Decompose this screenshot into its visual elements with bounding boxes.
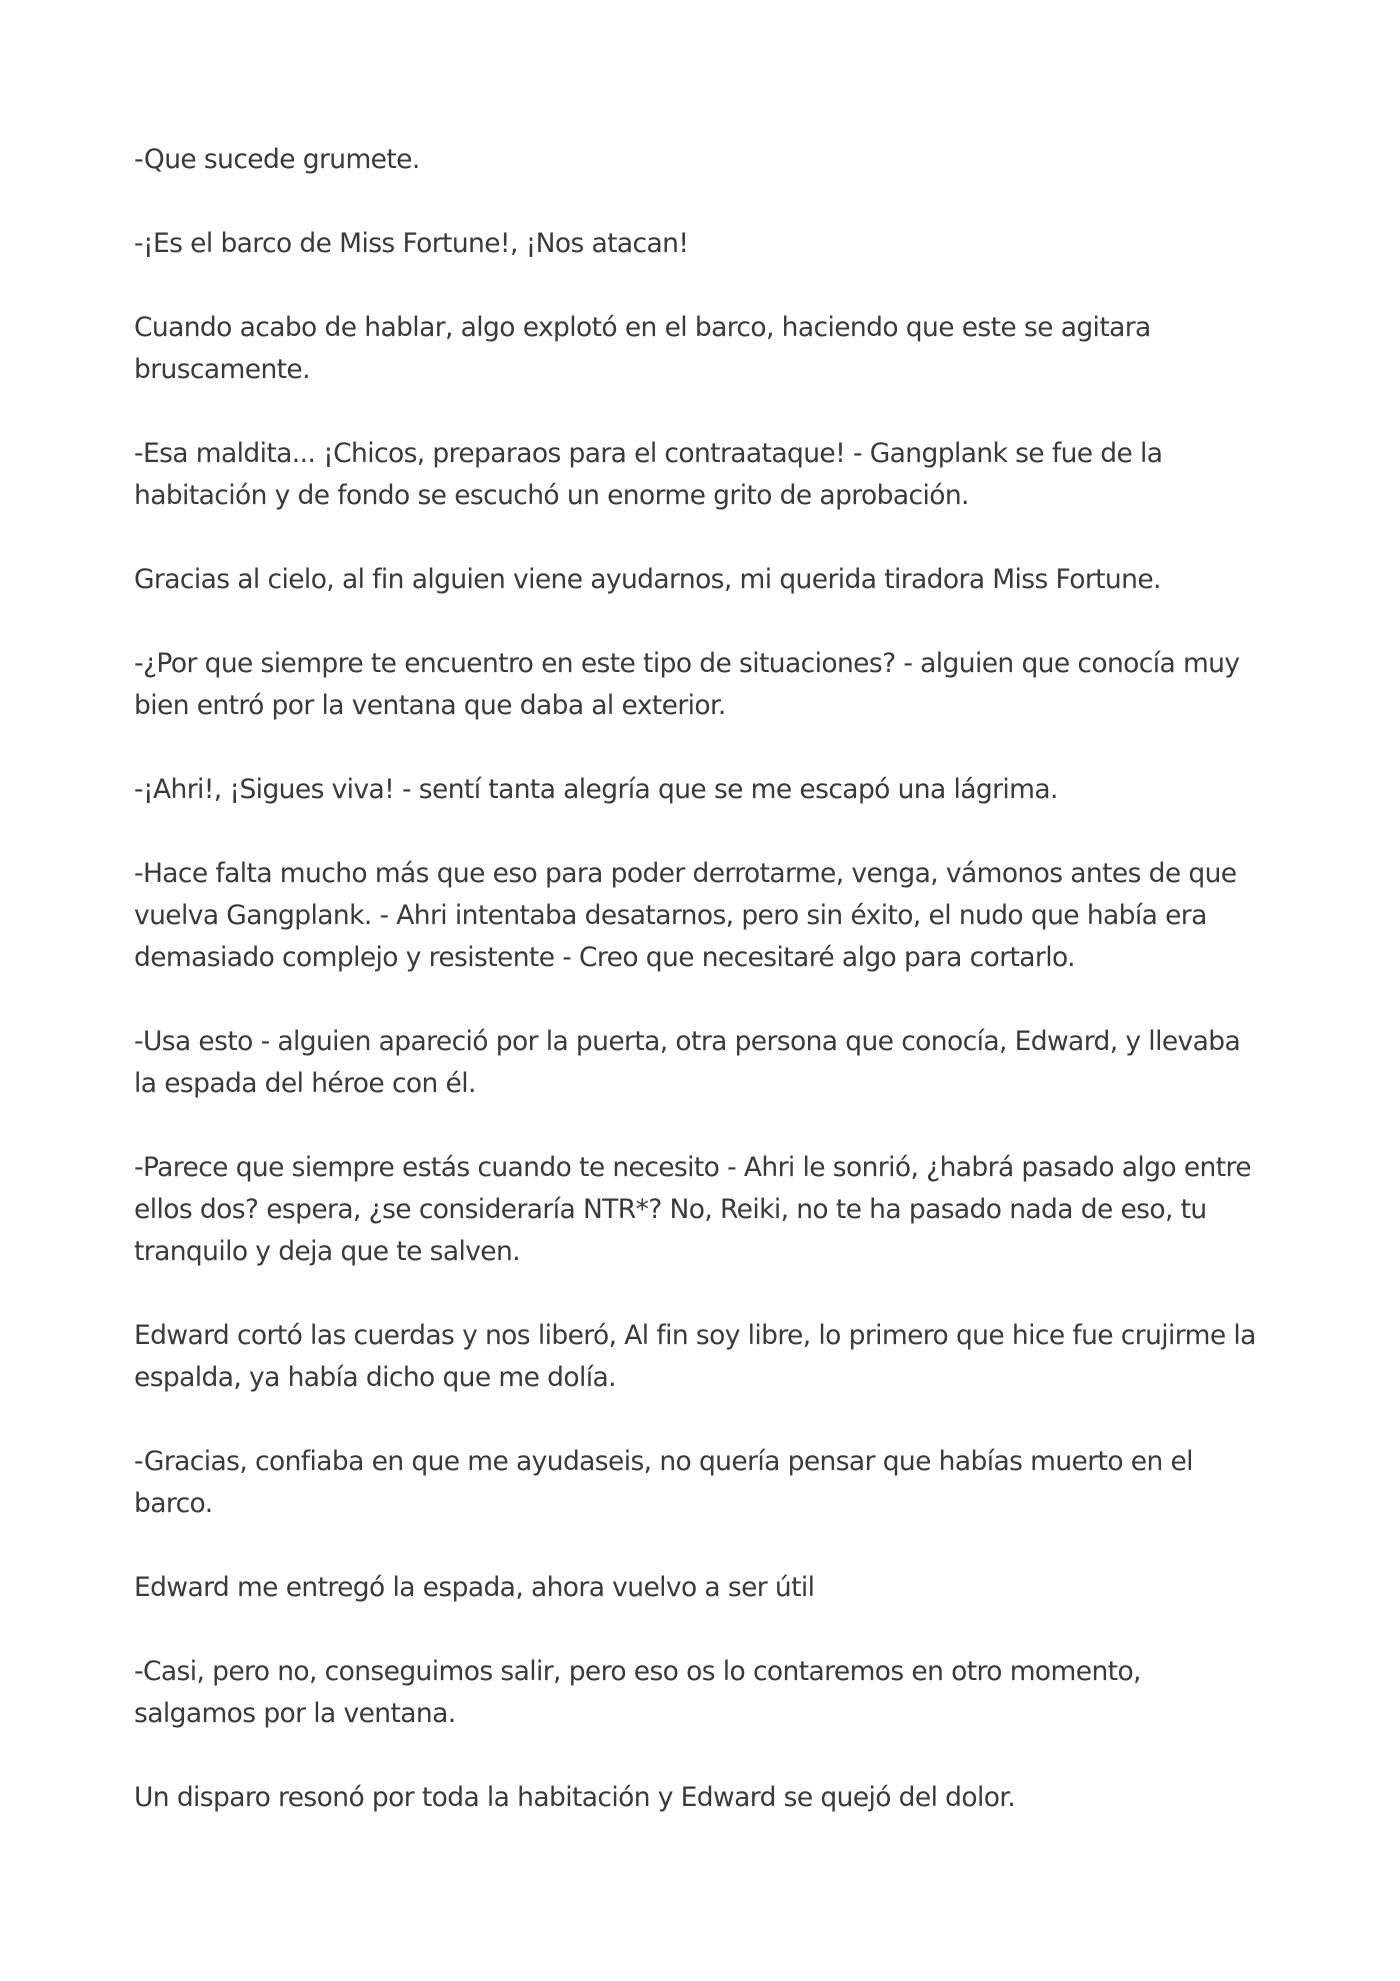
paragraph-12: -Gracias, confiaba en que me ayudaseis, no quería pensar que habías muerto en el barco. — [134, 1446, 1193, 1519]
paragraph-15: Un disparo resonó por toda la habitación y Edward se quejó del dolor. — [134, 1782, 1016, 1813]
paragraph-9: -Usa esto - alguien apareció por la puerta, otra persona que conocía, Edward, y llevaba la espada del héroe con él. — [134, 1026, 1241, 1099]
paragraph-2: -¡Es el barco de Miss Fortune!, ¡Nos atacan! — [134, 228, 689, 259]
paragraph-10: -Parece que siempre estás cuando te necesito - Ahri le sonrió, ¿habrá pasado algo entre ellos dos? espera, ¿se consideraría NTR*? No, Reiki, no te ha pasado nada de eso, tu tranquilo y deja que te salven. — [134, 1152, 1251, 1267]
paragraph-6: -¿Por que siempre te encuentro en este tipo de situaciones? - alguien que conocía muy bien entró por la ventana que daba al exterior. — [134, 648, 1240, 721]
paragraph-4: -Esa maldita... ¡Chicos, preparaos para el contraataque! - Gangplank se fue de la habitación y de fondo se escuchó un enorme grito de aprobación. — [134, 438, 1163, 511]
paragraph-13: Edward me entregó la espada, ahora vuelvo a ser útil — [134, 1572, 815, 1603]
paragraph-8: -Hace falta mucho más que eso para poder derrotarme, venga, vámonos antes de que vuelva Gangplank. - Ahri intentaba desatarnos, pero sin éxito, el nudo que había era demasiado complejo y resistente - Creo que necesitaré algo para cortarlo. — [134, 858, 1237, 973]
paragraph-11: Edward cortó las cuerdas y nos liberó, Al fin soy libre, lo primero que hice fue crujirme la espalda, ya había dicho que me dolía. — [134, 1320, 1256, 1393]
paragraph-1: -Que sucede grumete. — [134, 144, 420, 175]
paragraph-7: -¡Ahri!, ¡Sigues viva! - sentí tanta alegría que se me escapó una lágrima. — [134, 774, 1058, 805]
paragraph-5: Gracias al cielo, al fin alguien viene ayudarnos, mi querida tiradora Miss Fortune. — [134, 564, 1161, 595]
paragraph-3: Cuando acabo de hablar, algo explotó en el barco, haciendo que este se agitara bruscamente. — [134, 312, 1151, 385]
paragraph-14: -Casi, pero no, conseguimos salir, pero eso os lo contaremos en otro momento, salgamos por la ventana. — [134, 1656, 1141, 1729]
